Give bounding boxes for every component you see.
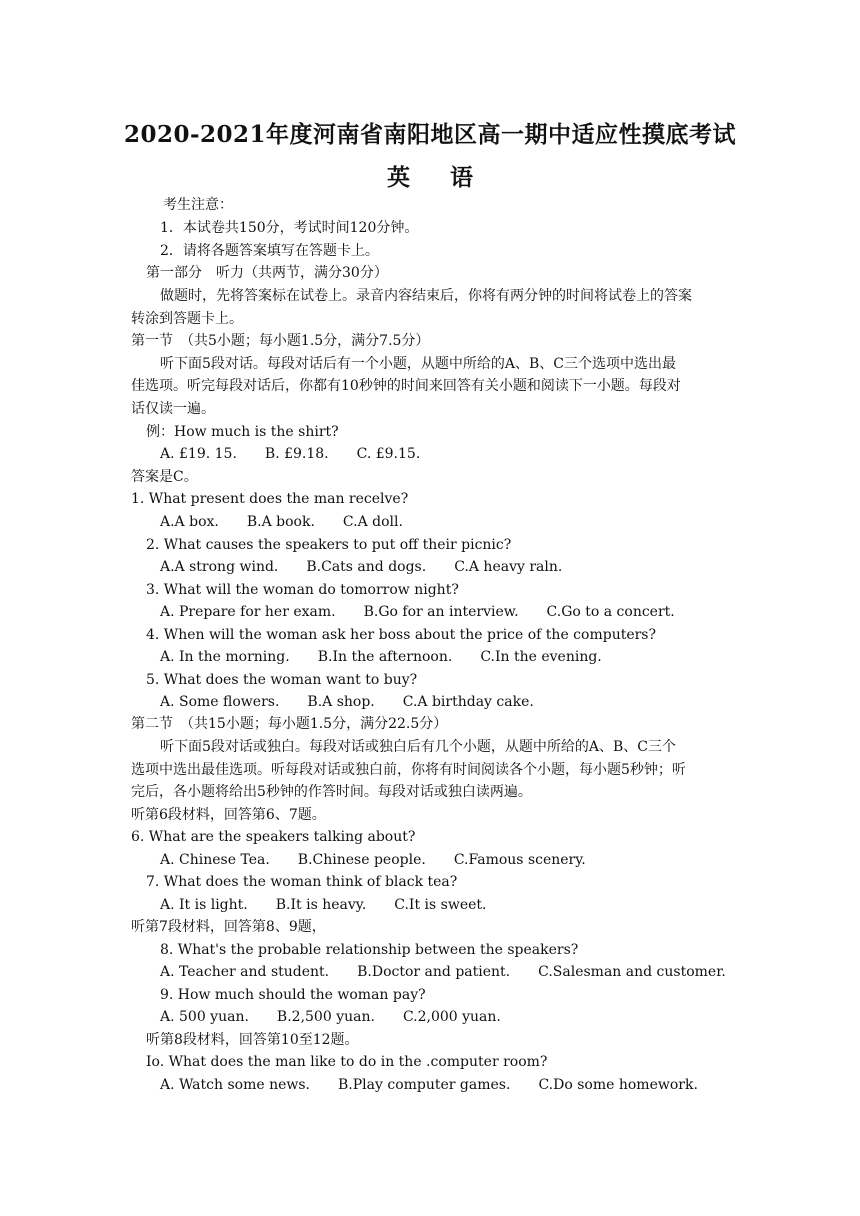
option-a: A. Watch some news. [160,1077,311,1093]
section2-instruction-line-1: 听下面5段对话或独白。每段对话或独白后有几个小题，从题中所给的A、B、C三个 [160,739,677,755]
section2-instruction-line-3: 完后，各小题将给出5秒钟的作答时间。每段对话或独白读两遍。 [131,784,532,800]
page-title: 2020-2021年度河南省南阳地区高一期中适应性摸底考试 [123,121,737,148]
question-5: 5. What does the woman want to buy? [146,672,418,688]
option-a: A. Some flowers. [160,694,280,710]
question-9: 9. How much should the woman pay? [160,987,426,1003]
question-1-options [160,514,431,531]
example-options [160,446,448,463]
section1-instruction-line-2: 佳选项。听完每段对话后，你都有10秒钟的时间来回答有关小题和阅读下一小题。每段对 [131,378,681,394]
notice-item-2: 2．请将各题答案填写在答题卡上。 [160,243,379,259]
option-c: C.Go to a concert. [546,604,675,620]
section2-instruction-line-2: 选项中选出最佳选项。听每段对话或独白前，你将有时间阅读各个小题，每小题5秒钟；听 [131,762,686,778]
question-2-options [160,559,590,576]
option-a: A.A strong wind. [160,559,279,575]
option-a: A. In the morning. [160,649,290,665]
question-4: 4. When will the woman ask her boss about the price of the computers? [146,627,657,643]
option-c: C.It is sweet. [394,897,487,913]
question-4-options [160,649,630,666]
part1-instruction-line-1: 做题时，先将答案标在试卷上。录音内容结束后，你将有两分钟的时间将试卷上的答案 [160,288,692,304]
question-3: 3. What will the woman do tomorrow night? [146,582,459,598]
option-c: C.A doll. [342,514,403,530]
question-2: 2. What causes the speakers to put off their picnic? [146,537,512,553]
subject-char-1: 英 [387,164,410,191]
option-c: C.Salesman and customer. [538,964,726,980]
option-b: B.Doctor and patient. [357,964,511,980]
subject-char-2: 语 [450,164,473,191]
question-8: 8. What's the probable relationship between the speakers? [160,942,579,958]
option-c: C.Do some homework. [538,1077,698,1093]
option-a: A. 500 yuan. [160,1009,249,1025]
option-b: B. £9.18. [264,446,329,462]
example-question: 例：How much is the shirt? [146,424,339,440]
option-c: C.Famous scenery. [453,852,586,868]
section1-instruction-line-3: 话仅读一遍。 [131,401,215,417]
option-b: B.Chinese people. [297,852,426,868]
option-a: A. Teacher and student. [160,964,330,980]
question-8-options [160,964,754,981]
option-a: A. Prepare for her exam. [160,604,336,620]
option-b: B.2,500 yuan. [276,1009,375,1025]
notice-heading: 考生注意： [163,197,233,213]
example-answer: 答案是C。 [131,469,198,485]
option-a: A.A box. [160,514,219,530]
question-7: 7. What does the woman think of black tea? [146,874,458,890]
section1-instruction-line-1: 听下面5段对话。每段对话后有一个小题，从题中所给的A、B、C三个选项中选出最 [160,356,677,372]
material-7-note: 听第7段材料，回答第8、9题， [131,919,326,935]
part1-heading: 第一部分 听力（共两节，满分30分） [146,265,388,281]
option-b: B.A book. [246,514,315,530]
question-9-options [160,1009,529,1026]
option-b: B.Go for an interview. [363,604,519,620]
subject-title [0,159,860,192]
option-c: C.In the evening. [480,649,602,665]
part1-instruction-line-2: 转涂到答题卡上。 [131,311,243,327]
question-3-options [160,604,703,621]
option-c: C.2,000 yuan. [402,1009,501,1025]
question-10: Io. What does the man like to do in the .computer room? [146,1054,548,1070]
question-6-options [160,852,614,869]
option-a: A. It is light. [160,897,248,913]
section2-heading: 第二节 （共15小题；每小题1.5分，满分22.5分） [131,716,448,732]
material-6-note: 听第6段材料，回答第6、7题。 [131,807,326,823]
question-5-options [160,694,562,711]
option-a: A. £19. 15. [160,446,237,462]
question-7-options [160,897,514,914]
question-6: 6. What are the speakers talking about? [131,829,416,845]
option-c: C.A heavy raln. [454,559,563,575]
option-b: B.It is heavy. [275,897,367,913]
option-c: C.A birthday cake. [402,694,534,710]
option-b: B.Play computer games. [338,1077,511,1093]
material-8-note: 听第8段材料，回答第10至12题。 [146,1032,359,1048]
option-b: B.In the afternoon. [317,649,453,665]
question-10-options [160,1077,726,1094]
option-b: B.Cats and dogs. [306,559,427,575]
notice-item-1: 1．本试卷共150分，考试时间120分钟。 [160,220,419,236]
option-b: B.A shop. [307,694,375,710]
question-1: 1. What present does the man recelve? [131,491,409,507]
option-c: C. £9.15. [356,446,421,462]
option-a: A. Chinese Tea. [160,852,270,868]
section1-heading: 第一节 （共5小题；每小题1.5分，满分7.5分） [131,333,430,349]
